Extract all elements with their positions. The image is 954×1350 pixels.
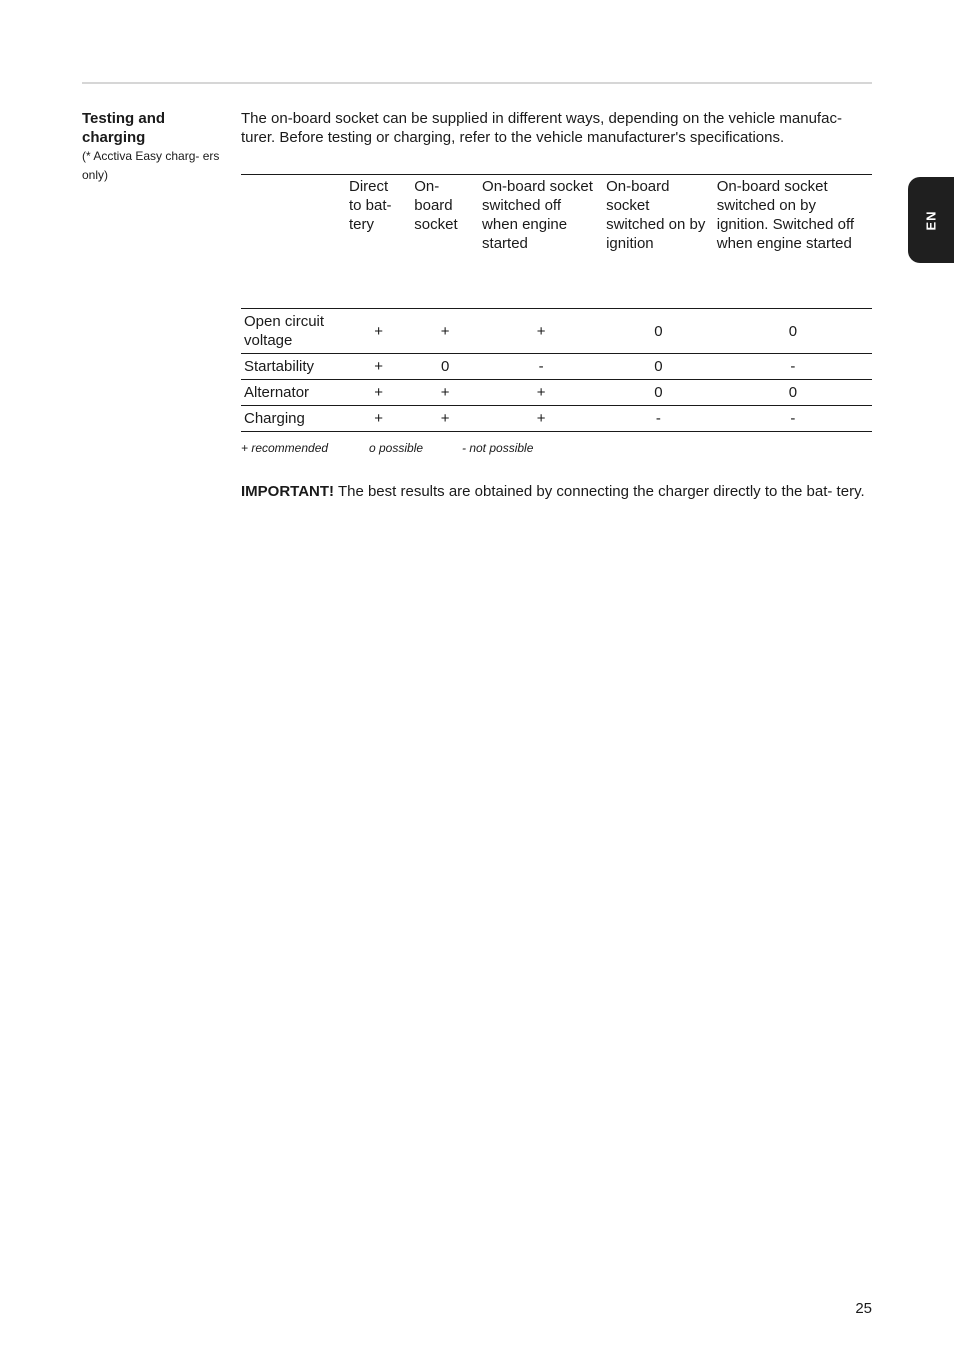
important-label: IMPORTANT! [241, 483, 335, 500]
table-cell: - [655, 410, 661, 427]
language-tab-label: EN [923, 209, 939, 231]
table-cell: 0 [440, 358, 450, 375]
column-header: On-board socket switched off when engine started [482, 178, 593, 252]
table-row [241, 354, 872, 380]
table-cell: + [536, 322, 546, 340]
section-note: (* Acctiva Easy charg- ers only) [82, 149, 220, 182]
table-cell: + [440, 410, 450, 427]
table-cell: 0 [788, 384, 798, 401]
table-cell: + [374, 410, 384, 427]
important-note [241, 482, 873, 501]
header-rule [82, 82, 872, 84]
table-cell: - [790, 358, 796, 375]
table-cell: + [374, 322, 384, 340]
table-legend [241, 440, 533, 456]
row-label: Charging [244, 410, 305, 427]
table-cell: + [374, 384, 384, 401]
section-title: Testing and charging [82, 110, 166, 146]
table-cell: + [440, 322, 450, 340]
table-header-row [241, 175, 872, 309]
table-cell: - [538, 358, 544, 375]
language-tab [908, 177, 954, 263]
table-cell: + [536, 384, 546, 401]
row-label: Open circuit voltage [244, 313, 325, 349]
column-header: On-board socket switched on by ignition. Switched off when engine started [716, 178, 855, 252]
supply-options-table [241, 174, 872, 432]
table-cell: + [440, 384, 450, 401]
table-cell: 0 [788, 322, 798, 340]
row-label: Alternator [244, 384, 310, 401]
row-label: Startability [244, 358, 315, 375]
legend-item-not-possible: - not possible [462, 441, 534, 455]
important-text: The best results are obtained by connecting the charger directly to the bat- tery. [334, 483, 865, 500]
table-cell: - [790, 410, 796, 427]
table-row [241, 380, 872, 406]
column-header: On-board socket [414, 178, 458, 233]
table-cell: 0 [654, 384, 663, 401]
table-cell: + [536, 410, 546, 427]
intro-paragraph: The on-board socket can be supplied in different ways, depending on the vehicle manufac- turer. Before testing or charging, refer to the vehicle manufacturer's specifications. [241, 110, 842, 146]
table-row [241, 406, 872, 432]
legend-item-possible: o possible [369, 441, 424, 455]
legend-item-recommended: + recommended [241, 441, 329, 455]
table-corner-cell [241, 175, 346, 309]
table-row [241, 309, 872, 354]
table-cell: 0 [654, 322, 663, 340]
column-header: On-board socket switched on by ignition [606, 178, 706, 252]
column-header: Direct to bat- tery [349, 178, 392, 233]
page-number: 25 [855, 1300, 872, 1317]
table-cell: + [374, 358, 384, 375]
section-heading [82, 109, 222, 185]
table-cell: 0 [654, 358, 663, 375]
